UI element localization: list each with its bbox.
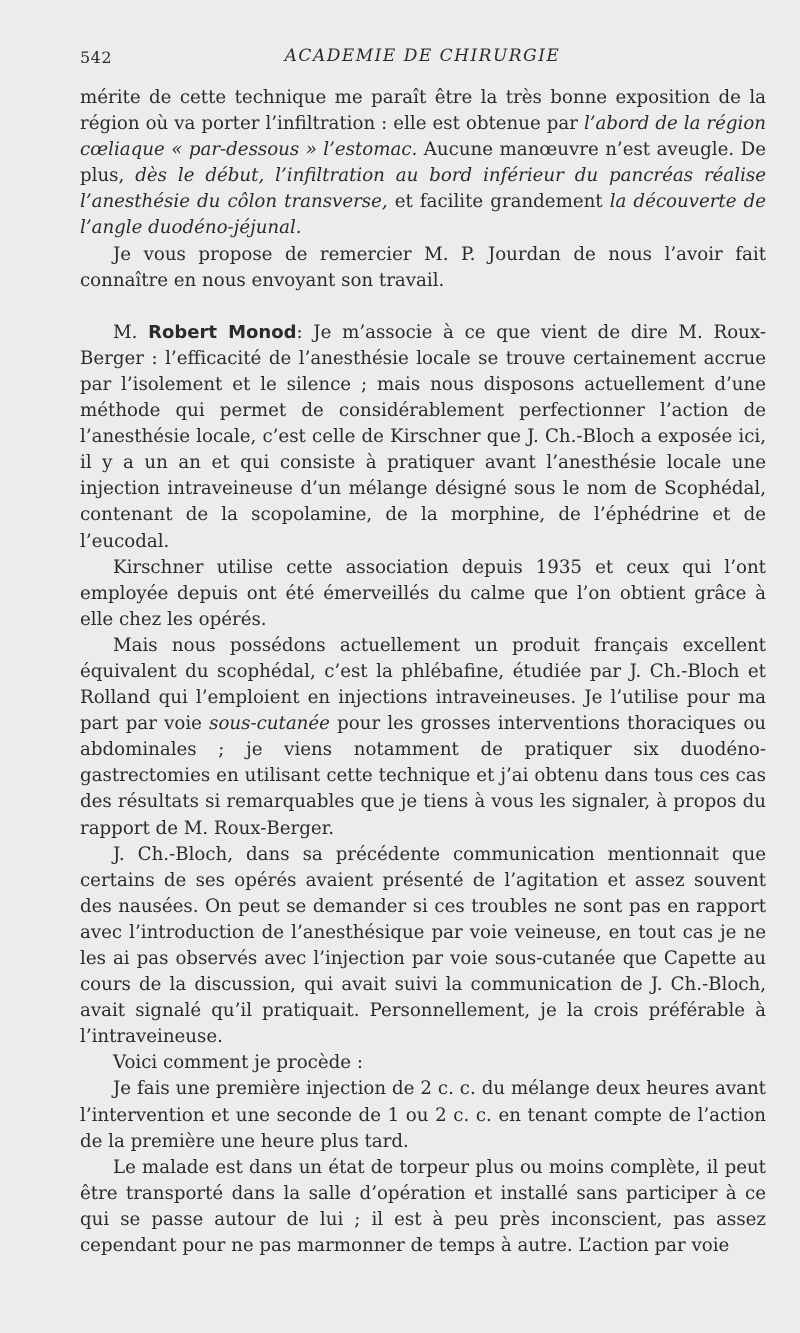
text-segment: mérite de cette technique me paraît être la très bonne exposition de la région où va porter l’infiltration : elle est obtenue par <box>80 87 766 135</box>
italic-segment: dès le début, l’infiltration au bord inférieur du pancréas réalise l’anesthésie du côlon transverse, <box>80 165 766 213</box>
text-segment: Le malade est dans un état de torpeur plus ou moins complète, il peut être transporté dans la salle d’opération et installé sans participer à ce qui se passe autour de lui ; il est à peu près inconscient, pas assez cependant pour ne pas marmonner de temps à autre. L’action par voie <box>80 1156 766 1257</box>
speaker-name: Robert Monod <box>148 321 297 343</box>
paragraph-continuation <box>80 85 766 242</box>
running-title: ACADEMIE DE CHIRURGIE <box>284 46 561 66</box>
italic-segment: l’abord de la région cœliaque « par-dessous » l’estomac. <box>80 113 766 161</box>
text-segment: Je vous propose de remercier M. P. Jourdan de nous l’avoir fait connaître en nous envoyant son travail. <box>80 243 766 291</box>
body-text <box>80 85 766 1259</box>
text-segment: J. Ch.-Bloch, dans sa précédente communication mentionnait que certains de ses opérés avaient présenté de l’agitation et assez souvent des nausées. On peut se demander si ces troubles ne sont pas en rapport avec l’introduction de l’anesthésique par voie veineuse, en tout cas je ne les ai pas observés avec l’injection par voie sous-cutanée que Capette au cours de la discussion, qui avait suivi la communication de J. Ch.-Bloch, avait signalé qu’il pratiquait. Personnellement, je la crois préférable à l’intraveineuse. <box>80 843 766 1048</box>
paragraph <box>80 1076 766 1154</box>
paragraph <box>80 633 766 842</box>
text-segment: : Je m’associe à ce que vient de dire M. Roux-Berger : l’efficacité de l’anesthésie locale se trouve certainement accrue par l’isolement et le silence ; mais nous disposons actuellement d’une méthode qui permet de considérablement perfectionner l’action de l’anesthésie locale, c’est celle de Kirschner que J. Ch.-Bloch a exposée ici, il y a un an et qui consiste à pratiquer avant l’anesthésie locale une injection intraveineuse d’un mélange désigné sous le nom de Scophédal, contenant de la scopolamine, de la morphine, de l’éphédrine et de l’eucodal. <box>80 321 766 552</box>
text-segment: Kirschner utilise cette association depuis 1935 et ceux qui l’ont employée depuis ont été émerveillés du calme que l’on obtient grâce à elle chez les opérés. <box>80 556 766 630</box>
text-segment: pour les grosses interventions thoraciques ou abdominales ; je viens notamment de pratiquer six duodéno-gastrectomies en utilisant cette technique et j’ai obtenu dans tous ces cas des résultats si remarquables que je tiens à vous les signaler, à propos du rapport de M. Roux-Berger. <box>80 713 766 839</box>
paragraph <box>80 842 766 1051</box>
text-segment: Voici comment je procède : <box>113 1052 363 1074</box>
italic-segment: la découverte de l’angle duodéno-jéjunal. <box>80 191 766 239</box>
paragraph <box>80 555 766 633</box>
italic-segment: sous-cutanée <box>209 713 330 735</box>
text-segment: Je fais une première injection de 2 c. c. du mélange deux heures avant l’intervention et une seconde de 1 ou 2 c. c. en tenant compte de l’action de la première une heure plus tard. <box>80 1078 766 1152</box>
paragraph <box>80 1155 766 1259</box>
text-segment: et facilite grandement <box>387 191 610 213</box>
paragraph <box>80 1050 766 1076</box>
text-segment: Mais nous possédons actuellement un produit français excellent équivalent du scophédal, c’est la phlébafine, étudiée par J. Ch.-Bloch et Rolland qui l’emploient en injections intraveineuses. Je l’utilise pour ma part par voie <box>80 634 766 735</box>
speaker-prefix: M. <box>113 321 149 343</box>
text-segment: Aucune manœuvre n’est aveugle. De plus, <box>80 139 766 187</box>
page-header <box>80 46 765 72</box>
paragraph <box>80 242 766 294</box>
page-number: 542 <box>80 48 113 67</box>
paragraph-speaker <box>80 320 766 555</box>
